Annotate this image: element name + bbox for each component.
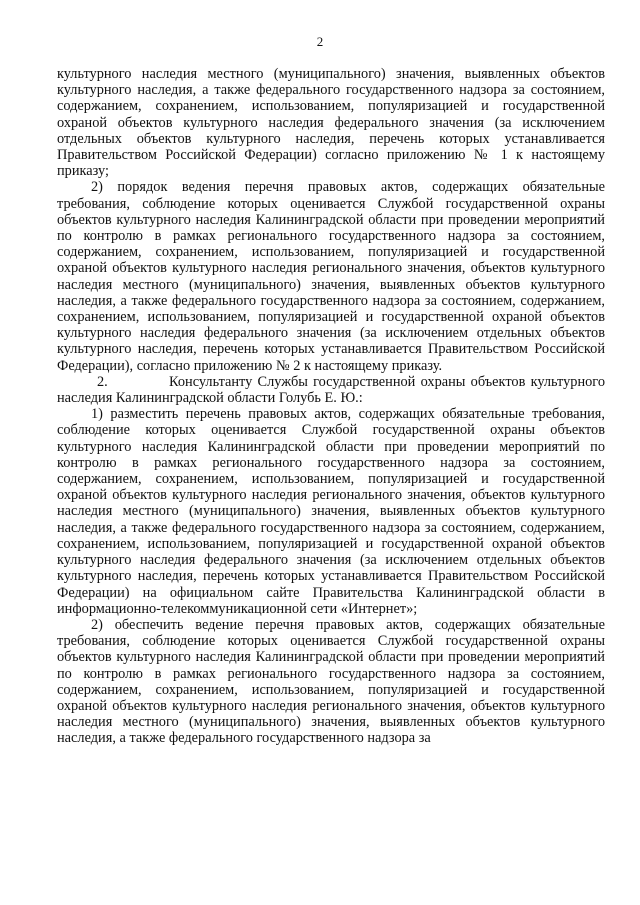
paragraph-section-2 (57, 374, 605, 406)
paragraph-continuation: культурного наследия местного (муниципального) значения, выявленных объектов культурного наследия, а также федерального государственного надзора за состоянием, содержанием, сохранением, использованием, популяризацией и государственной охраной объектов культурного наследия федерального значения (за исключением отдельных объектов культурного наследия, перечень которых устанавливается Правительством Российской Федерации) согласно приложению № 1 к настоящему приказу; (57, 66, 605, 180)
page-number: 2 (316, 34, 324, 49)
paragraph-item-2-procedure: 2) порядок ведения перечня правовых актов, содержащих обязательные требования, соблюдение которых оценивается Службой государственной охраны объектов культурного наследия Калининградской области при проведении мероприятий по контролю в рамках регионального государственного надзора за состоянием, содержанием, сохранением, использованием, популяризацией и государственной охраной объектов культурного наследия регионального значения, объектов культурного наследия местного (муниципального) значения, выявленных объектов культурного наследия, а также федерального государственного надзора за состоянием, содержанием, сохранением, использованием, популяризацией и государственной охраной объектов культурного наследия федерального значения (за исключением отдельных объектов культурного наследия, перечень которых устанавливается Правительством Российской Федерации), согласно приложению № 2 к настоящему приказу. (57, 179, 605, 374)
paragraph-item-2-maintain: 2) обеспечить ведение перечня правовых актов, содержащих обязательные требования, соблюдение которых оценивается Службой государственной охраны объектов культурного наследия Калининградской области при проведении мероприятий по контролю в рамках регионального государственного надзора за состоянием, содержанием, сохранением, использованием, популяризацией и государственной охраной объектов культурного наследия регионального значения, объектов культурного наследия местного (муниципального) значения, выявленных объектов культурного наследия, а также федерального государственного надзора за (57, 616, 605, 747)
section-text: Консультанту Службы государственной охраны объектов культурного наследия Калининградской области Голубь Е. Ю.: (57, 373, 605, 407)
document-body (57, 66, 605, 747)
paragraph-item-1-publish: 1) разместить перечень правовых актов, содержащих обязательные требования, соблюдение которых оценивается Службой государственной охраны объектов культурного наследия Калининградской области при проведении мероприятий по контролю в рамках регионального государственного надзора за состоянием, содержанием, сохранением, использованием, популяризацией и государственной охраной объектов культурного наследия регионального значения, объектов культурного наследия местного (муниципального) значения, выявленных объектов культурного наследия, а также федерального государственного надзора за состоянием, содержанием, сохранением, использованием, популяризацией и государственной охраной объектов культурного наследия федерального значения (за исключением отдельных объектов культурного наследия, перечень которых устанавливается Правительством Российской Федерации) на официальном сайте Правительства Калининградской области в информационно-телекоммуникационной сети «Интернет»; (57, 406, 605, 617)
section-number: 2. (97, 373, 108, 390)
